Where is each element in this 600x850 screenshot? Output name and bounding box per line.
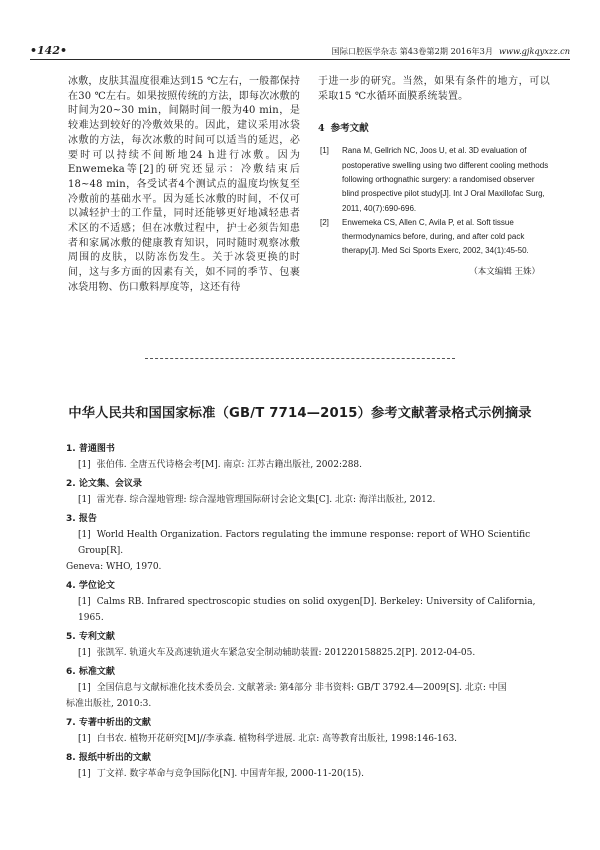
reference-number: [2] xyxy=(320,217,329,227)
example-heading: 1. 普通图书 xyxy=(66,444,115,454)
body-paragraph-right: 于进一步的研究。当然，如果有条件的地方，可以采取15 ℃水循环面膜系统装置。 xyxy=(318,76,550,102)
example-entry xyxy=(66,645,550,661)
running-header xyxy=(332,46,570,57)
example-text-continued: Geneva: WHO, 1970. xyxy=(66,562,162,572)
page-number: •142• xyxy=(30,44,68,57)
reference-item xyxy=(318,144,550,215)
example-heading: 6. 标准文献 xyxy=(66,667,115,677)
left-column xyxy=(68,75,300,296)
body-paragraph-left: 冰敷，皮肤其温度很难达到15 ℃左右，一般都保持在30 ℃左右。如果按照传统的方法，即每次冰敷的时间为20~30 min，间隔时间一般为40 min，是较难达到较好的冷敷效果的。因此，建议采用冰袋冰敷的方法，每次冰敷的时间可以适当的延迟，必要时可以持续不间断地24 h进行冰敷。因为Enwemeka等[2]的研究还显示：冷敷结束后18~48 min，各受试者4个测试点的温度均恢复至冷敷前的基础水平。因为延长冰敷的时间，不仅可以减轻护士的工作量，同时还能够更好地减轻患者术区的不适感；但在冰敷过程中，护士必须告知患者和家属冰敷的健康教育知识，同时随时观察冰敷周围的皮肤，以防冻伤发生。关于冰袋更换的时间，这与多方面的因素有关，如不同的季节、包裹冰袋用物、伤口敷料厚度等，这还有待 xyxy=(68,76,300,293)
example-text: 全国信息与文献标准化技术委员会. 文献著录: 第4部分 非书资料: GB/T 3792.4—2009[S]. 北京: 中国 xyxy=(96,683,507,693)
example-entry xyxy=(66,680,550,712)
editor-credit: （本文编辑 王姝） xyxy=(469,266,540,277)
right-column xyxy=(318,75,550,277)
example-number: [1] xyxy=(78,734,91,744)
example-heading: 3. 报告 xyxy=(66,514,97,524)
example-heading: 8. 报纸中析出的文献 xyxy=(66,753,151,763)
example-text: 白书农. 植物开花研究[M]//李承森. 植物科学进展. 北京: 高等教育出版社, 1998:146-163. xyxy=(96,734,458,744)
example-entry xyxy=(66,492,550,508)
example-number: [1] xyxy=(78,597,91,607)
example-number: [1] xyxy=(78,495,91,505)
section-divider xyxy=(145,358,455,359)
example-text: Calms RB. Infrared spectroscopic studies on solid oxygen[D]. Berkeley: University of California, 1965. xyxy=(78,597,536,623)
reference-list xyxy=(318,144,550,258)
journal-url: www.gjkqyxzz.cn xyxy=(499,46,570,56)
example-group xyxy=(66,665,550,712)
example-heading: 5. 专利文献 xyxy=(66,632,115,642)
example-number: [1] xyxy=(78,683,91,693)
example-text: 雷光春. 综合湿地管理: 综合湿地管理国际研讨会论文集[C]. 北京: 海洋出版社, 2012. xyxy=(96,495,436,505)
example-text-continued: 标准出版社, 2010:3. xyxy=(66,699,152,709)
section-number: 4 xyxy=(318,123,325,135)
example-number: [1] xyxy=(78,530,91,540)
example-group xyxy=(66,512,550,575)
example-group xyxy=(66,579,550,626)
section-title: 参考文献 xyxy=(330,123,369,135)
reference-item xyxy=(318,216,550,259)
example-number: [1] xyxy=(78,648,91,658)
journal-info: 国际口腔医学杂志 第43卷第2期 2016年3月 xyxy=(331,46,494,56)
header-rule xyxy=(30,59,570,60)
reference-number: [1] xyxy=(320,146,329,156)
example-group xyxy=(66,716,550,747)
example-entry xyxy=(66,527,550,575)
example-number: [1] xyxy=(78,769,91,779)
example-group xyxy=(66,751,550,782)
example-heading: 7. 专著中析出的文献 xyxy=(66,718,151,728)
example-entry xyxy=(66,731,550,747)
example-entry xyxy=(66,766,550,782)
example-group xyxy=(66,630,550,661)
example-entry xyxy=(66,594,550,626)
example-text: 张凯军. 轨道火车及高速轨道火车紧急安全制动辅助装置: 201220158825.2[P]. 2012-04-05. xyxy=(96,648,476,658)
standard-title: 中华人民共和国国家标准（GB/T 7714—2015）参考文献著录格式示例摘录 xyxy=(68,406,532,421)
example-heading: 2. 论文集、会议录 xyxy=(66,479,142,489)
example-heading: 4. 学位论文 xyxy=(66,581,115,591)
example-text: World Health Organization. Factors regulating the immune response: report of WHO Scientific Group[R]. xyxy=(78,530,531,556)
reference-text: Rana M, Gellrich NC, Joos U, et al. 3D evaluation of postoperative swelling using two different cooling methods following orthognathic surgery: a randomised observer blind prospective pilot study[J]. Int J Oral Maxillofac Surg, 2011, 40(7):690-696. xyxy=(342,146,549,213)
example-group xyxy=(66,442,550,473)
example-entry xyxy=(66,457,550,473)
reference-text: Enwemeka CS, Allen C, Avila P, et al. Soft tissue thermodynamics before, during, and after cold pack therapy[J]. Med Sci Sports Exerc, 2002, 34(1):45-50. xyxy=(342,217,529,256)
example-number: [1] xyxy=(78,460,91,470)
citation-examples xyxy=(66,442,550,786)
references-heading xyxy=(318,120,550,134)
example-text: 张伯伟. 全唐五代诗格会考[M]. 南京: 江苏古籍出版社, 2002:288. xyxy=(96,460,363,470)
example-text: 丁文祥. 数字革命与竞争国际化[N]. 中国青年报, 2000-11-20(15). xyxy=(96,769,365,779)
example-group xyxy=(66,477,550,508)
